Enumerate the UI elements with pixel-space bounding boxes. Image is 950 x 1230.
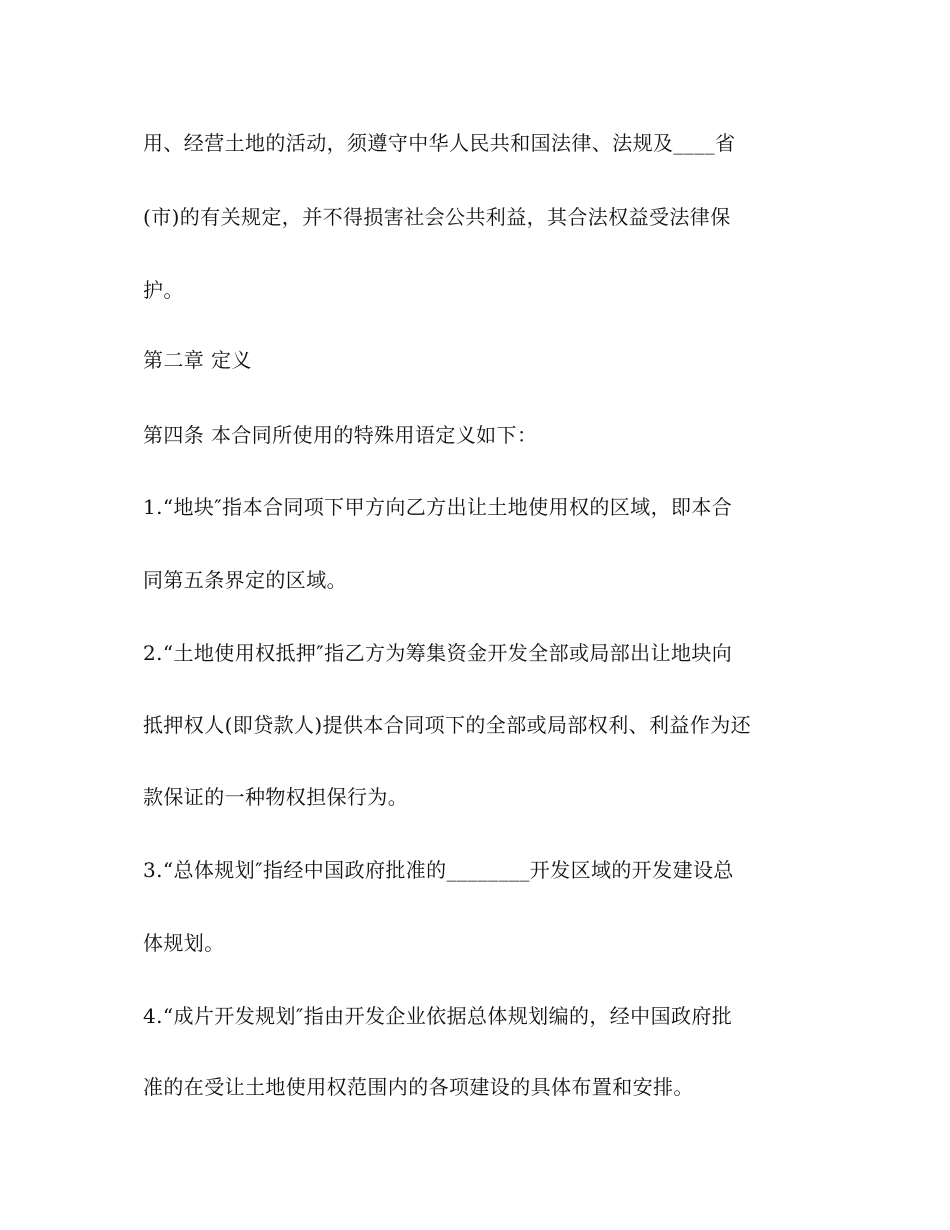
- text-line: 款保证的一种物权担保行为。: [143, 785, 409, 809]
- text-line: 2.“土地使用权抵押″指乙方为筹集资金开发全部或局部出让地块向: [143, 641, 733, 665]
- text-line: (市)的有关规定，并不得损害社会公共利益，其合法权益受法律保: [143, 205, 731, 229]
- text-line: 用、经营土地的活动，须遵守中华人民共和国法律、法规及____省: [143, 131, 736, 155]
- text-line: 3.“总体规划″指经中国政府批准的________开发区域的开发建设总: [143, 858, 734, 882]
- text-line: 同第五条界定的区域。: [143, 568, 347, 592]
- text-line: 准的在受让土地使用权范围内的各项建设的具体布置和安排。: [143, 1075, 694, 1099]
- text-line: 1.“地块″指本合同项下甲方向乙方出让土地使用权的区域，即本合: [143, 495, 733, 519]
- text-line: 4.“成片开发规划″指由开发企业依据总体规划编的，经中国政府批: [143, 1004, 733, 1028]
- text-line: 护。: [143, 278, 184, 302]
- text-line: 抵押权人(即贷款人)提供本合同项下的全部或局部权利、利益作为还: [143, 713, 752, 737]
- chapter-heading: 第二章 定义: [143, 348, 252, 372]
- article-heading: 第四条 本合同所使用的特殊用语定义如下：: [143, 423, 538, 447]
- text-line: 体规划。: [143, 931, 225, 955]
